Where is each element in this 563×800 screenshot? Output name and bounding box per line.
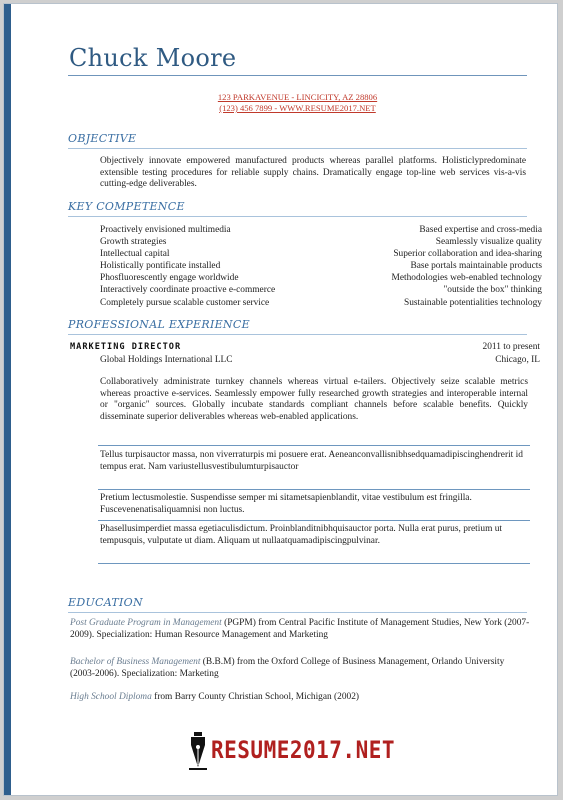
competence-left-item: Holistically pontificate installed (100, 261, 221, 272)
competence-row (100, 273, 542, 285)
competence-left-item: Proactively envisioned multimedia (100, 225, 231, 235)
competence-left-item: Growth strategies (100, 237, 167, 248)
section-divider-experience (68, 334, 527, 335)
competence-left-item: Completely pursue scalable customer service (100, 297, 270, 308)
education-entry (70, 618, 530, 641)
education-degree: High School Diploma (70, 692, 152, 702)
job-header (70, 342, 540, 352)
section-title-experience: PROFESSIONAL EXPERIENCE (68, 318, 250, 331)
section-divider-education (68, 612, 527, 613)
section-title-education: EDUCATION (68, 596, 143, 609)
competence-right-item: Based expertise and cross-media (419, 225, 542, 235)
experience-bullet: Pretium lectusmolestie. Suspendisse semper mi sitametsapienblandit, vitae vestibulum est fringilla. Fuscevenenatisaliquamnisi non luctus. (100, 493, 472, 515)
company-row (100, 355, 540, 367)
competence-row (100, 298, 542, 310)
competence-row (100, 225, 542, 237)
competence-right-item: "outside the box" thinking (443, 285, 542, 296)
contact-address[interactable]: 123 PARKAVENUE - LINCICITY, AZ 28806 (217, 92, 378, 102)
bullet-divider (98, 489, 530, 490)
education-degree: Bachelor of Business Management (70, 657, 201, 667)
section-divider-objective (68, 148, 527, 149)
resume-page (3, 3, 558, 796)
contact-phone-website[interactable]: (123) 456 7899 - WWW.RESUME2017.NET (219, 103, 376, 113)
experience-bullet: Phasellusimperdiet massa egetiaculisdictum. Proinblanditnibhquisauctor porta. Nulla erat purus, pretium ut tempusquis, vulputate ut diam. Aliquam ut nullaatquamadipiscingpulvinar. (100, 524, 502, 546)
competence-right-item: Base portals maintainable products (410, 261, 542, 272)
logo-text: RESUME2017.NET (211, 736, 396, 764)
section-title-competence: KEY COMPETENCE (68, 200, 185, 213)
competence-list (100, 225, 542, 310)
competence-left-item: Interactively coordinate proactive e-commerce (100, 285, 276, 296)
competence-left-item: Intellectual capital (100, 249, 170, 260)
competence-row (100, 285, 542, 297)
section-title-objective: OBJECTIVE (68, 132, 137, 145)
competence-row (100, 261, 542, 273)
competence-left-item: Phosfluorescently engage worldwide (100, 273, 239, 284)
competence-right-item: Superior collaboration and idea-sharing (393, 249, 542, 260)
education-degree: Post Graduate Program in Management (70, 618, 222, 628)
job-dates: 2011 to present (482, 342, 540, 352)
candidate-name: Chuck Moore (69, 44, 237, 72)
bullet-divider (98, 520, 530, 521)
experience-bullet: Tellus turpisauctor massa, non viverraturpis mi posuere erat. Aeneanconvallisnibhsedquamadipiscinghendrerit id tempus erat. Nam variustellusvestibulumturpisauctor (100, 450, 523, 472)
left-accent-strip (4, 4, 11, 795)
competence-right-item: Sustainable potentialities technology (404, 297, 542, 308)
job-description: Collaboratively administrate turnkey channels whereas virtual e-tailers. Objectively seize scalable metrics whereas proactive e-services. Seamlessly empower fully researched growth strategies and interoperable internal or "organic" sources. Globally incubate standards compliant channels before scalable benefits. Quickly disseminate superior deliverables whereas web-enabled applications. (100, 377, 528, 422)
section-divider-competence (68, 216, 527, 217)
competence-right-item: Seamlessly visualize quality (435, 237, 542, 248)
education-entry (70, 692, 530, 704)
company-location: Chicago, IL (495, 355, 540, 365)
competence-right-item: Methodologies web-enabled technology (391, 273, 542, 284)
bullet-divider (98, 445, 530, 446)
fountain-pen-nib-icon (187, 731, 209, 771)
objective-text: Objectively innovate empowered manufactured products whereas parallel platforms. Holisticlypredominate extensible testing procedures for reliable supply chains. Dramatically engage top-line web services vis-a-vis cutting-edge deliverables. (100, 156, 526, 190)
education-entry (70, 657, 530, 680)
competence-row (100, 237, 542, 249)
education-detail: (PGPM) from Central Pacific Institute of Management Studies, New York (2007-2009). Specialization: Human Resource Management and Marketing (70, 618, 530, 640)
company-name: Global Holdings International LLC (100, 355, 233, 365)
bullet-divider (98, 563, 530, 564)
site-logo[interactable] (187, 731, 396, 771)
education-detail: (B.B.M) from the Oxford College of Business Management, Orlando University (2003-2006). Specialization: Marketing (70, 657, 505, 679)
competence-row (100, 249, 542, 261)
name-divider (68, 75, 527, 76)
job-title: MARKETING DIRECTOR (70, 342, 182, 352)
education-detail: from Barry County Christian School, Michigan (2002) (151, 692, 360, 702)
